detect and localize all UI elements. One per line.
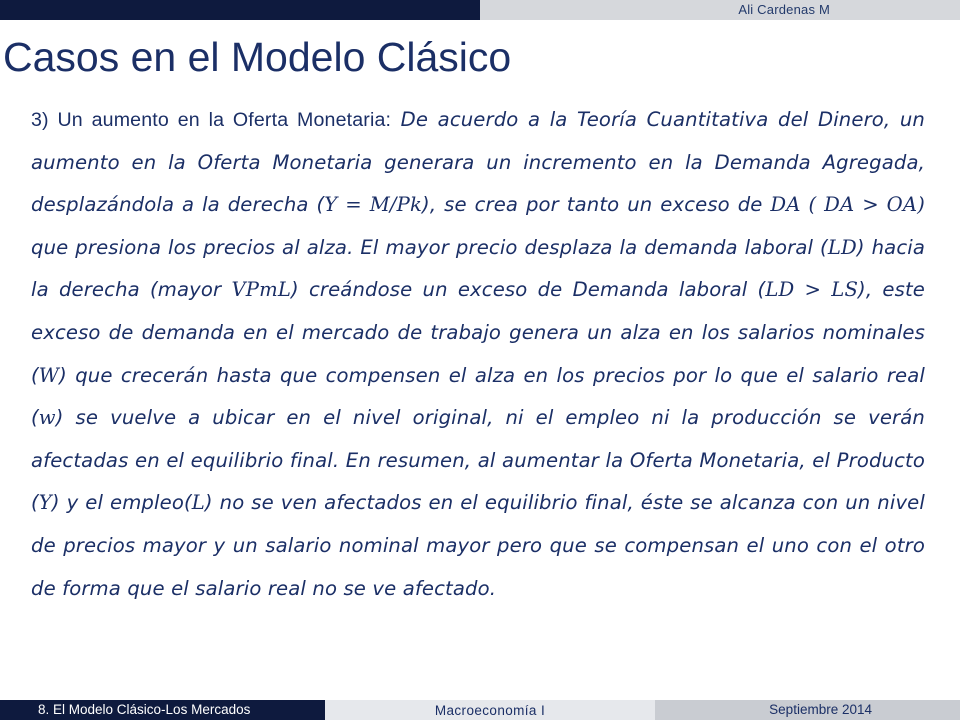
body-segment: ), este exceso de demanda en el mercado de trabajo genera un alza en los salarios nominales ( bbox=[31, 278, 925, 387]
body-segment: que presiona los precios al alza. El mayor precio desplaza la demanda laboral ( bbox=[31, 235, 828, 259]
author-name: Ali Cardenas M bbox=[738, 2, 830, 17]
lead-text: 3) Un aumento en la Oferta Monetaria: bbox=[31, 109, 392, 131]
body-segment: De acuerdo a la Teoría Cuantitativa del Dinero, un aumento en la Oferta Monetaria generara un incremento en la Demanda Agregada, desplazándola a la derecha ( bbox=[31, 108, 925, 217]
formula-excess-demand: DA ( DA > OA) bbox=[770, 193, 925, 217]
body-segment: ) no se ven afectados en el equilibrio final, éste se alcanza con un nivel de precios mayor y un salario nominal mayor pero que se compensan el uno con el otro de forma que el salario real no se ve afectado. bbox=[31, 491, 925, 600]
slide-body-text bbox=[31, 99, 925, 610]
formula-quantity-theory: Y = M/Pk bbox=[324, 193, 423, 217]
footer-course: Macroeconomía I bbox=[325, 700, 655, 720]
body-segment: ), se crea por tanto un exceso de bbox=[422, 193, 771, 217]
symbol-labor-demand: LD bbox=[827, 235, 857, 259]
body-segment: ) que crecerán hasta que compensen el alza en los precios por lo que el salario real ( bbox=[31, 363, 925, 430]
body-segment: ) se vuelve a ubicar en el nivel original, ni el empleo ni la producción se verán afectadas en el equilibrio final. En resumen, al aumentar la Oferta Monetaria, el Producto ( bbox=[31, 406, 925, 515]
symbol-real-wage: w bbox=[38, 406, 56, 430]
header-bar-dark bbox=[0, 0, 480, 20]
symbol-vpml: VPmL bbox=[231, 278, 291, 302]
symbol-nominal-wage: W bbox=[38, 363, 60, 387]
body-segment: ) hacia la derecha (mayor bbox=[31, 235, 925, 302]
symbol-output: Y bbox=[38, 491, 52, 515]
header-bar-light bbox=[480, 0, 960, 20]
slide-title: Casos en el Modelo Clásico bbox=[3, 34, 512, 80]
footer-date: Septiembre 2014 bbox=[655, 700, 960, 720]
body-segment: ) creándose un exceso de Demanda laboral ( bbox=[290, 278, 766, 302]
formula-labor-excess: LD > LS bbox=[765, 278, 859, 302]
body-segment: ) y el empleo( bbox=[51, 491, 192, 515]
footer-section: 8. El Modelo Clásico-Los Mercados bbox=[0, 700, 325, 720]
symbol-employment: L bbox=[191, 491, 205, 515]
